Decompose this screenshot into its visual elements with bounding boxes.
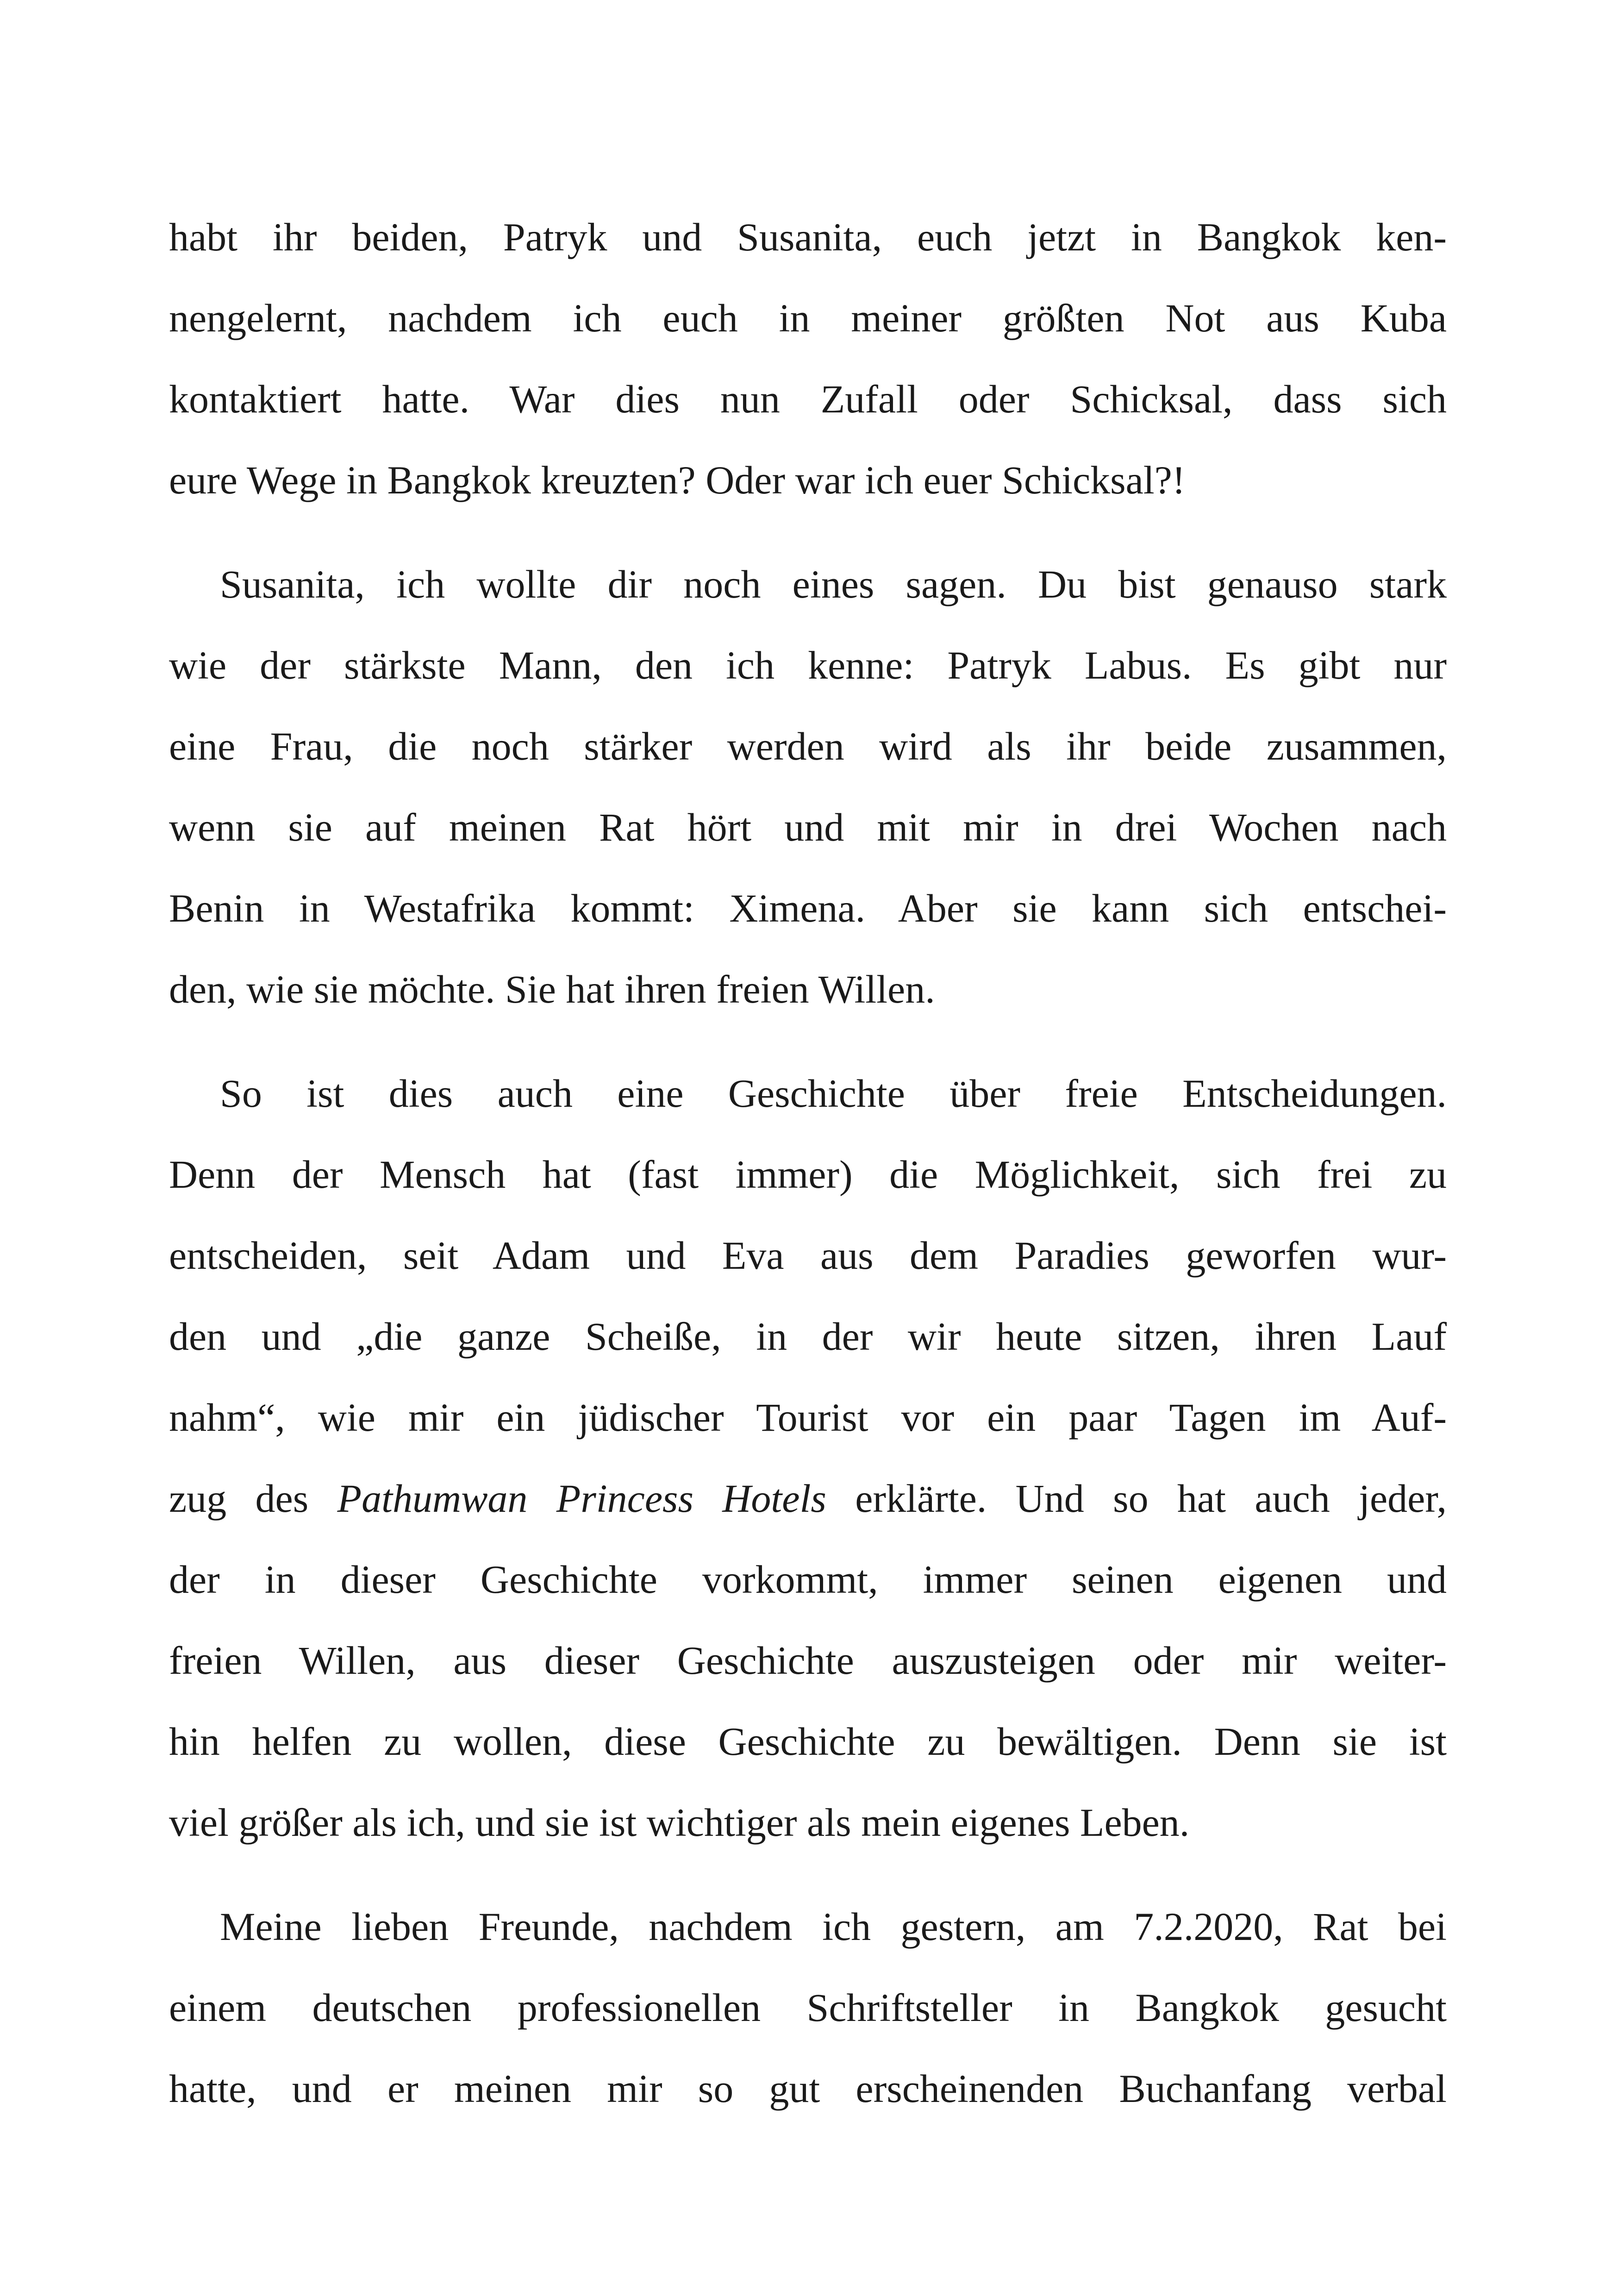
text-line: einem deutschen professionellen Schriftsteller in Bangkok gesucht [169, 1985, 1447, 2030]
paragraph [169, 544, 1447, 1030]
text-line: wie der stärkste Mann, den ich kenne: Patryk Labus. Es gibt nur [169, 643, 1447, 687]
text-line: den, wie sie möchte. Sie hat ihren freien Willen. [169, 967, 935, 1011]
text-line: zug des Pathumwan Princess Hotels erklärte. Und so hat auch jeder, [169, 1476, 1447, 1521]
text-line: hin helfen zu wollen, diese Geschichte zu bewältigen. Denn sie ist [169, 1719, 1447, 1764]
text-line: Denn der Mensch hat (fast immer) die Möglichkeit, sich frei zu [169, 1152, 1447, 1197]
paragraph [169, 1886, 1447, 2129]
paragraph [169, 1053, 1447, 1863]
paragraph [169, 197, 1447, 521]
text-line: nengelernt, nachdem ich euch in meiner größten Not aus Kuba [169, 296, 1447, 340]
hotel-name: Pathumwan Princess Hotels [337, 1476, 826, 1521]
text-line: eine Frau, die noch stärker werden wird als ihr beide zusammen, [169, 724, 1447, 768]
text-line: entscheiden, seit Adam und Eva aus dem Paradies geworfen wur- [169, 1233, 1447, 1278]
text-line: habt ihr beiden, Patryk und Susanita, euch jetzt in Bangkok ken- [169, 215, 1447, 259]
text-line: Susanita, ich wollte dir noch eines sagen. Du bist genauso stark [220, 562, 1447, 606]
text-line: der in dieser Geschichte vorkommt, immer seinen eigenen und [169, 1557, 1447, 1602]
text-line: nahm“, wie mir ein jüdischer Tourist vor ein paar Tagen im Auf- [169, 1395, 1447, 1440]
text-line: hatte, und er meinen mir so gut erscheinenden Buchanfang verbal [169, 2066, 1447, 2111]
text-line: kontaktiert hatte. War dies nun Zufall oder Schicksal, dass sich [169, 377, 1447, 421]
text-line: So ist dies auch eine Geschichte über freie Entscheidungen. [220, 1071, 1447, 1116]
body-text [169, 197, 1447, 2152]
text-line: Benin in Westafrika kommt: Ximena. Aber sie kann sich entschei- [169, 886, 1447, 930]
text-line: eure Wege in Bangkok kreuzten? Oder war ich euer Schicksal?! [169, 458, 1186, 502]
text-line: Meine lieben Freunde, nachdem ich gestern, am 7.2.2020, Rat bei [220, 1904, 1447, 1949]
text-line: viel größer als ich, und sie ist wichtiger als mein eigenes Leben. [169, 1800, 1190, 1845]
text-line: den und „die ganze Scheiße, in der wir heute sitzen, ihren Lauf [169, 1314, 1447, 1359]
text-line: wenn sie auf meinen Rat hört und mit mir in drei Wochen nach [169, 805, 1447, 849]
text-line: freien Willen, aus dieser Geschichte auszusteigen oder mir weiter- [169, 1638, 1447, 1683]
